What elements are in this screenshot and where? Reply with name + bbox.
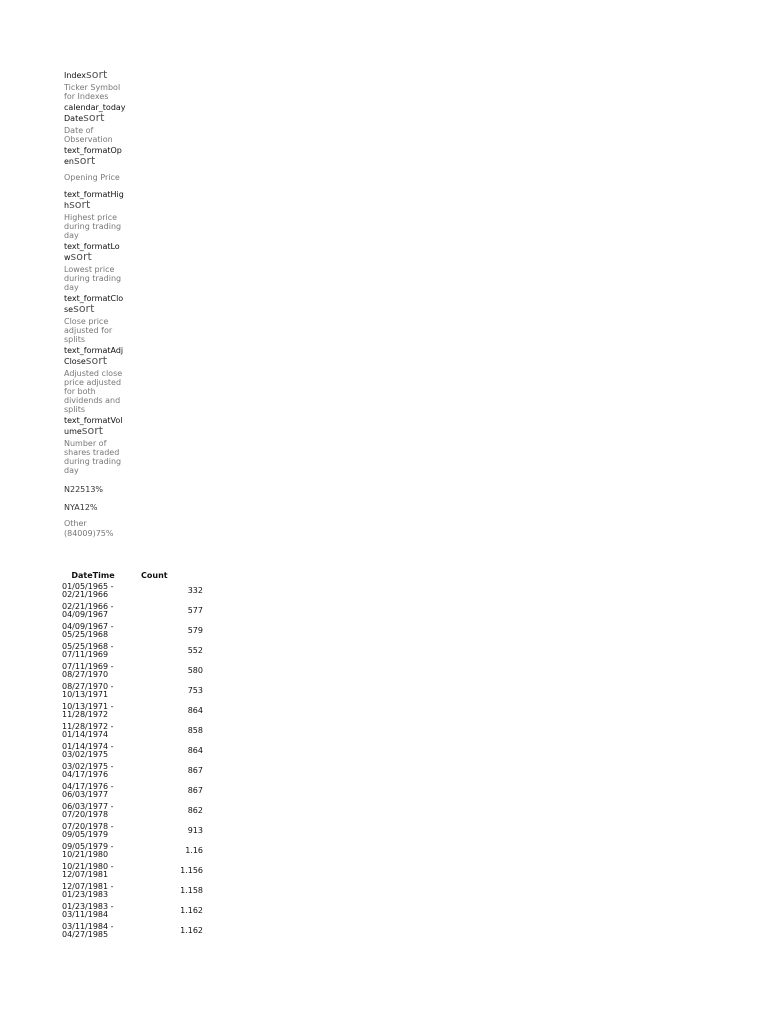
count-cell: 1.156 <box>180 866 203 875</box>
field-close <box>64 294 126 344</box>
field-description: Date of Observation <box>64 126 113 144</box>
table-row <box>62 822 203 842</box>
sort-button[interactable]: sort <box>81 424 104 437</box>
range-end: 08/27/1970 <box>62 670 109 679</box>
table-row <box>62 602 203 622</box>
sort-button[interactable]: sort <box>74 154 96 167</box>
field-adj-close <box>64 346 126 414</box>
range-end: 06/03/1977 <box>62 790 109 799</box>
field-name[interactable]: Indexsort <box>64 68 108 81</box>
count-cell: 1.158 <box>180 886 203 895</box>
datetime-cell <box>62 642 124 662</box>
field-open <box>64 146 126 182</box>
column-header-count[interactable]: Count <box>141 570 168 580</box>
range-end: 01/23/1983 <box>62 890 109 899</box>
table-row <box>62 642 203 662</box>
datetime-count-table <box>62 568 203 942</box>
sort-button[interactable]: sort <box>70 250 92 263</box>
datetime-cell <box>62 802 124 822</box>
datetime-cell <box>62 682 124 702</box>
table-row <box>62 742 203 762</box>
field-list <box>64 70 126 539</box>
range-start: 07/11/1969 - <box>62 662 114 671</box>
field-description: Close price adjusted for splits <box>64 317 113 344</box>
table-row <box>62 842 203 862</box>
count-cell: 1.16 <box>185 846 203 855</box>
datetime-cell <box>62 582 124 602</box>
datetime-cell <box>62 742 124 762</box>
table-row <box>62 862 203 882</box>
sort-button[interactable]: sort <box>85 354 108 367</box>
range-end: 03/11/1984 <box>62 910 109 919</box>
range-end: 04/17/1976 <box>62 770 109 779</box>
range-start: 07/20/1978 - <box>62 822 114 831</box>
range-start: 01/23/1983 - <box>62 902 114 911</box>
table-row <box>62 762 203 782</box>
count-cell: 552 <box>187 646 203 655</box>
field-low <box>64 242 126 292</box>
count-cell: 332 <box>187 586 203 595</box>
sort-button[interactable]: sort <box>73 302 95 315</box>
count-cell: 1.162 <box>180 926 203 935</box>
table-row <box>62 682 203 702</box>
field-index <box>64 70 126 101</box>
count-cell: 753 <box>187 686 203 695</box>
field-name[interactable]: calendar_todayDatesort <box>64 103 126 124</box>
sort-button[interactable]: sort <box>69 198 91 211</box>
range-start: 11/28/1972 - <box>62 722 114 731</box>
field-high <box>64 190 126 240</box>
range-end: 03/02/1975 <box>62 750 109 759</box>
range-start: 03/11/1984 - <box>62 922 114 931</box>
count-cell: 580 <box>187 666 203 675</box>
datetime-cell <box>62 702 124 722</box>
range-start: 03/02/1975 - <box>62 762 114 771</box>
table-row <box>62 882 203 902</box>
table-row <box>62 582 203 602</box>
range-start: 01/14/1974 - <box>62 742 114 751</box>
table-row <box>62 802 203 822</box>
count-cell: 864 <box>187 706 203 715</box>
column-header-datetime[interactable]: DateTime <box>71 570 115 580</box>
count-cell: 864 <box>187 746 203 755</box>
stat-other: Other (84009)75% <box>64 519 114 538</box>
field-date <box>64 103 126 144</box>
field-description: Adjusted close price adjusted for both dividends and splits <box>64 369 123 414</box>
count-cell: 867 <box>187 786 203 795</box>
table-row <box>62 622 203 642</box>
datetime-cell <box>62 822 124 842</box>
field-name[interactable]: text_formatVolumesort <box>64 416 123 437</box>
field-description: Highest price during trading day <box>64 213 122 240</box>
datetime-cell <box>62 782 124 802</box>
table-row <box>62 922 203 942</box>
range-end: 12/07/1981 <box>62 870 109 879</box>
field-description: Lowest price during trading day <box>64 265 122 292</box>
datetime-cell <box>62 762 124 782</box>
field-volume <box>64 416 126 475</box>
table-body <box>62 582 203 942</box>
range-start: 12/07/1981 - <box>62 882 114 891</box>
range-end: 07/11/1969 <box>62 650 109 659</box>
range-end: 04/27/1985 <box>62 930 109 939</box>
table-row <box>62 662 203 682</box>
table-row <box>62 902 203 922</box>
range-end: 10/13/1971 <box>62 690 109 699</box>
range-start: 02/21/1966 - <box>62 602 114 611</box>
count-cell: 862 <box>187 806 203 815</box>
count-cell: 858 <box>187 726 203 735</box>
datetime-cell <box>62 842 124 862</box>
range-start: 06/03/1977 - <box>62 802 114 811</box>
range-end: 11/28/1972 <box>62 710 109 719</box>
table-row <box>62 722 203 742</box>
datetime-cell <box>62 882 124 902</box>
range-end: 05/25/1968 <box>62 630 109 639</box>
field-name[interactable]: text_formatClosesort <box>64 294 124 315</box>
stat-nya: NYA12% <box>64 503 98 512</box>
stat-n225: N22513% <box>64 485 104 494</box>
range-end: 09/05/1979 <box>62 830 109 839</box>
field-description: Number of shares traded during trading day <box>64 439 122 475</box>
range-start: 04/09/1967 - <box>62 622 114 631</box>
datetime-cell <box>62 862 124 882</box>
field-name[interactable]: text_formatHighsort <box>64 190 124 211</box>
range-start: 05/25/1968 - <box>62 642 114 651</box>
range-start: 01/05/1965 - <box>62 582 114 591</box>
range-end: 07/20/1978 <box>62 810 109 819</box>
sort-button[interactable]: sort <box>83 111 105 124</box>
field-name[interactable]: text_formatOpensort <box>64 146 122 167</box>
datetime-cell <box>62 662 124 682</box>
count-cell: 913 <box>187 826 203 835</box>
range-start: 10/21/1980 - <box>62 862 114 871</box>
field-description: Ticker Symbol for Indexes <box>64 83 121 101</box>
count-cell: 579 <box>187 626 203 635</box>
count-cell: 867 <box>187 766 203 775</box>
range-end: 04/09/1967 <box>62 610 109 619</box>
range-start: 04/17/1976 - <box>62 782 114 791</box>
datetime-cell <box>62 602 124 622</box>
field-description: Opening Price <box>64 173 120 182</box>
table-row <box>62 702 203 722</box>
count-cell: 1.162 <box>180 906 203 915</box>
range-start: 09/05/1979 - <box>62 842 114 851</box>
datetime-cell <box>62 922 124 942</box>
range-end: 10/21/1980 <box>62 850 109 859</box>
field-name[interactable]: text_formatAdj Closesort <box>64 346 124 367</box>
field-name[interactable]: text_formatLowsort <box>64 242 120 263</box>
range-start: 08/27/1970 - <box>62 682 114 691</box>
range-end: 01/14/1974 <box>62 730 109 739</box>
table-row <box>62 782 203 802</box>
datetime-cell <box>62 722 124 742</box>
datetime-cell <box>62 902 124 922</box>
range-end: 02/21/1966 <box>62 590 109 599</box>
count-cell: 577 <box>187 606 203 615</box>
datetime-cell <box>62 622 124 642</box>
range-start: 10/13/1971 - <box>62 702 114 711</box>
sort-button[interactable]: sort <box>86 68 108 81</box>
